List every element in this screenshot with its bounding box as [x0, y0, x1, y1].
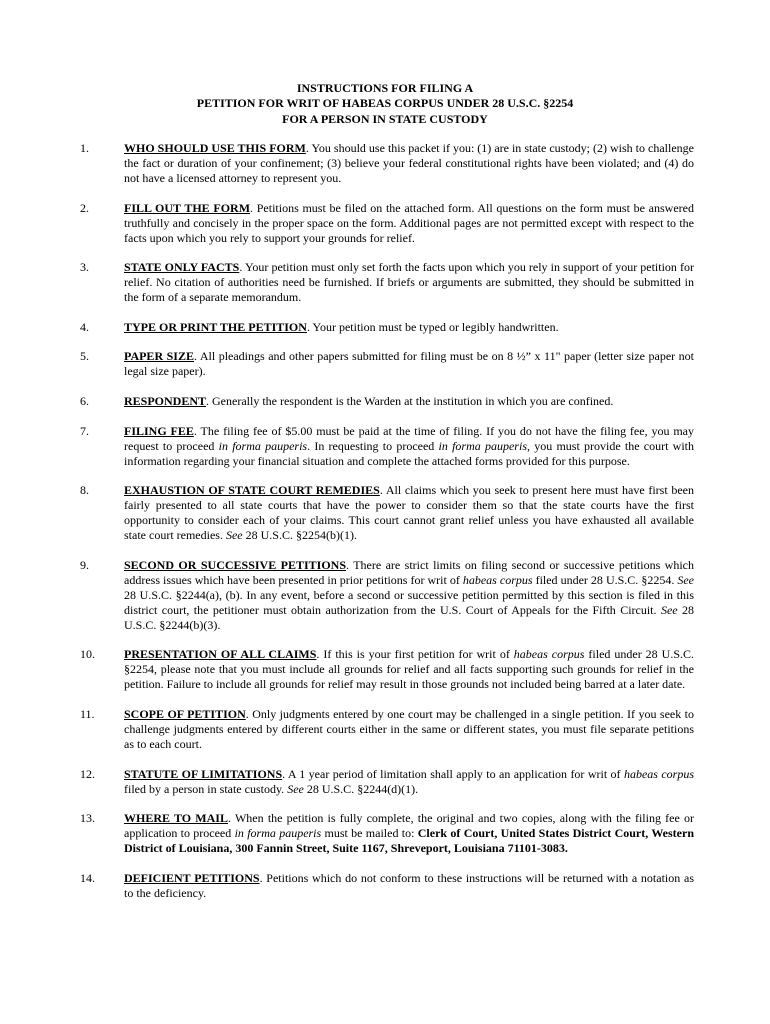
item-heading: SCOPE OF PETITION — [124, 706, 246, 721]
item-heading: STATUTE OF LIMITATIONS — [124, 766, 283, 781]
item-heading: RESPONDENT — [124, 393, 207, 408]
item-body — [124, 483, 694, 543]
item-body — [124, 424, 694, 469]
instruction-item — [80, 349, 694, 379]
item-heading: FILL OUT THE FORM — [124, 200, 251, 215]
item-body — [124, 811, 694, 856]
italic-term: habeas corpus — [462, 572, 533, 587]
item-text: filed under 28 U.S.C. §2254. — [532, 572, 678, 587]
mailing-address: Clerk of Court, United States District Court, Western District of Louisiana, 300 Fannin Street, Suite 1167, Shreveport, Louisiana 71101-3083. — [124, 826, 694, 856]
item-text: . The filing fee of $5.00 must be paid at the time of filing. If you do not have the filing fee, you may request to proceed — [124, 423, 694, 453]
italic-term: See — [677, 572, 694, 587]
item-heading: DEFICIENT PETITIONS — [124, 870, 260, 885]
instruction-item — [80, 647, 694, 692]
item-text: , you must provide the court with information regarding your financial situation and complete the attached forms provided for this purpose. — [124, 438, 694, 468]
instruction-list — [80, 141, 694, 915]
item-heading: SECOND OR SUCCESSIVE PETITIONS — [124, 557, 346, 572]
item-text: filed under 28 U.S.C. §2254, please note that you must include all grounds for relief and all facts supporting such grounds for relief in the petition. Failure to include all grounds for relief may result in those grounds not included being barred at a later date. — [124, 647, 694, 692]
item-number: 12. — [80, 766, 95, 781]
item-number: 4. — [80, 319, 89, 334]
item-number: 6. — [80, 393, 89, 408]
item-text: filed by a person in state custody. — [124, 781, 288, 796]
item-text: . You should use this packet if you: (1) are in state custody; (2) wish to challenge the fact or duration of your confinement; (3) believe your federal constitutional rights have been violated; and (4) do not have a licensed attorney to represent you. — [124, 141, 695, 185]
instruction-item — [80, 141, 694, 186]
item-heading: STATE ONLY FACTS — [124, 260, 240, 275]
item-text: 28 U.S.C. §2244(b)(3). — [124, 602, 695, 632]
instruction-item — [80, 707, 694, 752]
item-number: 9. — [80, 557, 89, 572]
italic-term: in forma pauperis — [234, 826, 322, 841]
item-text: . Generally the respondent is the Warden at the institution in which you are confined. — [206, 393, 614, 408]
item-number: 7. — [80, 423, 89, 438]
italic-term: in forma pauperis — [438, 438, 527, 453]
item-text: . Your petition must be typed or legibly handwritten. — [306, 319, 559, 334]
title-line-1: INSTRUCTIONS FOR FILING A — [296, 81, 474, 95]
item-body — [124, 707, 694, 752]
item-text: . Petitions which do not conform to these instructions will be returned with a notation as to the deficiency. — [124, 870, 694, 900]
item-text: 28 U.S.C. §2254(b)(1). — [242, 528, 357, 543]
item-number: 3. — [80, 260, 89, 275]
item-text: . If this is your first petition for writ of — [316, 647, 514, 662]
item-number: 8. — [80, 483, 89, 498]
item-body — [124, 201, 694, 246]
title-line-3: FOR A PERSON IN STATE CUSTODY — [282, 111, 488, 126]
italic-term: habeas corpus — [623, 766, 694, 781]
italic-term: See — [225, 528, 243, 543]
item-text: . When the petition is fully complete, the original and two copies, along with the filing fee or application to proceed — [124, 811, 695, 841]
item-text: 28 U.S.C. §2244(a), (b). In any event, before a second or successive petition permitted by this section is filed in this district court, the petitioner must obtain authorization from the U.S. Court of Appeals for the Fifth Circuit. — [124, 587, 694, 617]
item-body — [124, 767, 694, 797]
item-text: . All claims which you seek to present here must have first been fairly presented to all state courts that have the power to consider them so that the state courts have the first opportunity to consider each of your claims. This court cannot grant relief unless you have exhausted all available state court remedies. — [124, 483, 694, 543]
italic-term: See — [287, 781, 304, 796]
item-body — [124, 320, 694, 335]
item-text: . A 1 year period of limitation shall apply to an application for writ of — [282, 766, 624, 781]
item-text: . Only judgments entered by one court may be challenged in a single petition. If you seek to challenge judgments entered by different courts either in the same or different states, you must file separate petitions as to each court. — [124, 706, 694, 751]
item-number: 11. — [80, 706, 95, 721]
instruction-item — [80, 767, 694, 797]
item-text: must be mailed to: — [321, 826, 418, 841]
italic-term: in forma pauperis — [218, 438, 308, 453]
item-heading: PRESENTATION OF ALL CLAIMS — [124, 647, 317, 662]
instruction-item — [80, 483, 694, 543]
item-number: 10. — [80, 647, 95, 662]
instruction-item — [80, 260, 694, 305]
item-heading: WHERE TO MAIL — [124, 811, 228, 826]
item-body — [124, 558, 694, 633]
italic-term: See — [660, 602, 678, 617]
item-body — [124, 647, 694, 692]
instruction-item — [80, 558, 694, 633]
item-number: 13. — [80, 811, 95, 826]
item-heading: FILING FEE — [124, 423, 194, 438]
item-heading: WHO SHOULD USE THIS FORM — [124, 141, 306, 155]
instruction-item — [80, 201, 694, 246]
item-text: 28 U.S.C. §2244(d)(1). — [303, 781, 419, 796]
item-body — [124, 349, 694, 379]
item-body — [124, 141, 694, 186]
item-text: . All pleadings and other papers submitted for filing must be on 8 ½” x 11" paper (letter size paper not legal size paper). — [124, 349, 694, 379]
item-number: 1. — [80, 141, 89, 155]
instruction-item — [80, 424, 694, 469]
item-heading: PAPER SIZE — [124, 349, 194, 364]
item-text: . Petitions must be filed on the attached form. All questions on the form must be answered truthfully and concisely in the proper space on the form. Additional pages are not permitted except with respect to the facts upon which you rely to support your grounds for relief. — [124, 200, 694, 245]
item-text: . There are strict limits on filing second or successive petitions which address issues which have been presented in prior petitions for writ of — [124, 557, 694, 587]
instruction-item — [80, 394, 694, 409]
item-number: 5. — [80, 349, 89, 364]
item-body — [124, 260, 694, 305]
document-title — [0, 81, 770, 127]
item-number: 14. — [80, 870, 95, 885]
instruction-item — [80, 811, 694, 856]
item-body — [124, 871, 694, 901]
instruction-item — [80, 320, 694, 335]
item-number: 2. — [80, 200, 89, 215]
instruction-item — [80, 871, 694, 901]
italic-term: habeas corpus — [513, 647, 585, 662]
item-body — [124, 394, 694, 409]
item-text: . In requesting to proceed — [307, 438, 439, 453]
title-line-2: PETITION FOR WRIT OF HABEAS CORPUS UNDER 28 U.S.C. §2254 — [196, 96, 574, 111]
item-heading: TYPE OR PRINT THE PETITION — [124, 319, 307, 334]
item-heading: EXHAUSTION OF STATE COURT REMEDIES — [124, 483, 380, 498]
item-text: . Your petition must only set forth the facts upon which you rely in support of your petition for relief. No citation of authorities need be furnished. If briefs or arguments are submitted, they should be submitted in the form of a separate memorandum. — [124, 260, 694, 305]
